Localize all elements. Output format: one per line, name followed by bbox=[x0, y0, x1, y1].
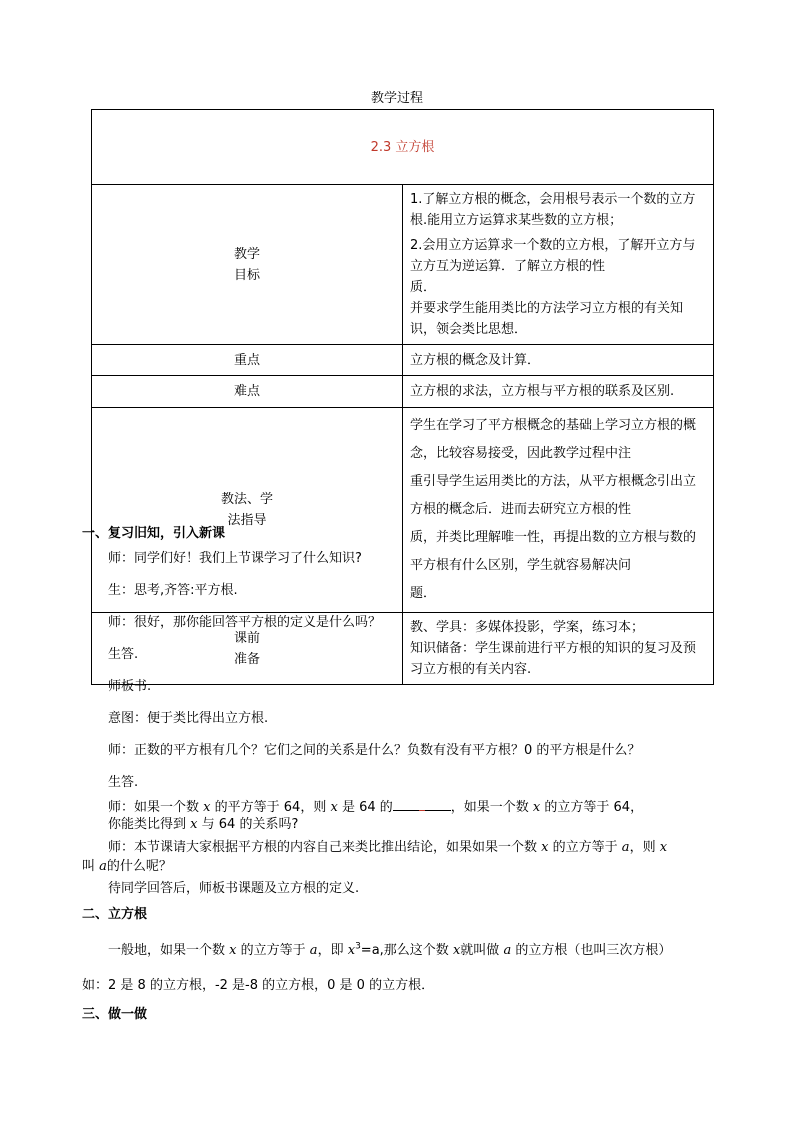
exponent: 3 bbox=[355, 941, 361, 952]
text-span: 你能类比得到 bbox=[108, 817, 187, 832]
table-row bbox=[92, 110, 714, 185]
content-line: 质，并类比理解唯一性，再提出数的立方根与数的平方根有什么区别，学生就容易解决问 bbox=[410, 530, 697, 573]
variable-x: x bbox=[659, 840, 668, 855]
label-line: 目标 bbox=[233, 267, 260, 283]
variable-x: x bbox=[330, 800, 338, 815]
lesson-plan-table bbox=[91, 109, 714, 685]
variable-a: a bbox=[309, 943, 318, 958]
text-span: 师：如果一个数 bbox=[108, 800, 200, 815]
example-line: 如：2 是 8 的立方根，-2 是-8 的立方根，0 是 0 的立方根． bbox=[82, 978, 435, 993]
label-line: 课前 bbox=[233, 630, 260, 646]
variable-a: a bbox=[99, 859, 107, 874]
content-line: 2.会用立方运算求一个数的立方根，了解开立方与立方互为逆运算．了解立方根的性 bbox=[410, 238, 696, 274]
content-line: 并要求学生能用类比的方法学习立方根的有关知识，领会类比思想． bbox=[410, 301, 684, 337]
definition-line bbox=[108, 939, 671, 958]
lesson-title: 2.3 立方根 bbox=[92, 110, 714, 185]
row-label-objectives bbox=[92, 185, 403, 345]
label-line: 准备 bbox=[233, 651, 260, 667]
text-span: 的立方等于 64， bbox=[544, 800, 644, 815]
text-span: 师：本节课请大家根据平方根的内容自己来类比推出结论，如果如果一个数 bbox=[108, 840, 538, 855]
variable-x: x bbox=[541, 840, 549, 855]
table-row bbox=[92, 185, 714, 345]
content-line: 教、学具：多媒体投影，学案，练习本； bbox=[410, 620, 645, 635]
question-line bbox=[108, 813, 298, 832]
section-heading-cube-root: 二、立方根 bbox=[82, 907, 148, 922]
dialogue-line: 生答. bbox=[108, 775, 139, 790]
text-span: 的什么呢？ bbox=[106, 859, 172, 874]
text-span: 的立方根（也叫三次方根） bbox=[515, 943, 672, 958]
row-label-key-point: 重点 bbox=[92, 345, 403, 376]
variable-x: x bbox=[452, 943, 461, 958]
text-span: 叫 bbox=[82, 859, 96, 874]
content-line: 1.了解立方根的概念，会用根号表示一个数的立方根.能用立方运算求某些数的立方根； bbox=[410, 192, 696, 228]
content-line: 知识储备：学生课前进行平方根的知识的复习及预习立方根的有关内容. bbox=[410, 641, 697, 677]
key-point-content: 立方根的概念及计算． bbox=[403, 345, 714, 376]
variable-x: x bbox=[347, 943, 356, 958]
difficulty-content: 立方根的求法，立方根与平方根的联系及区别. bbox=[403, 376, 714, 408]
text-span: ，即 bbox=[317, 943, 344, 958]
dialogue-line: 生：思考,齐答:平方根. bbox=[108, 583, 238, 598]
text-span: 的立方等于 bbox=[240, 943, 306, 958]
content-line: 学生在学习了平方根概念的基础上学习立方根的概念，比较容易接受，因此教学过程中注 bbox=[410, 418, 697, 461]
content-line: 质． bbox=[410, 280, 437, 295]
section-heading-try: 三、做一做 bbox=[82, 1007, 148, 1022]
content-line: 重引导学生运用类比的方法，从平方根概念引出立方根的概念后．进而去研究立方根的性 bbox=[410, 474, 697, 517]
variable-a: a bbox=[621, 840, 630, 855]
dialogue-line: 待同学回答后，师板书课题及立方根的定义. bbox=[108, 881, 360, 896]
variable-x: x bbox=[190, 817, 198, 832]
row-label-difficulty: 难点 bbox=[92, 376, 403, 408]
label-line: 教法、学 bbox=[220, 492, 273, 507]
table-row bbox=[92, 345, 714, 376]
preparation-content bbox=[403, 613, 714, 685]
text-span: 就叫做 bbox=[460, 943, 500, 958]
objectives-content bbox=[403, 185, 714, 345]
dialogue-line: 师板书. bbox=[108, 679, 152, 694]
label-line: 法指导 bbox=[227, 513, 267, 528]
label-line: 教学 bbox=[233, 246, 260, 262]
table-row bbox=[92, 376, 714, 408]
methods-content bbox=[403, 408, 714, 613]
text-span: =a, bbox=[360, 943, 384, 958]
dialogue-line: 师：正数的平方根有几个？它们之间的关系是什么？负数有没有平方根？0 的平方根是什么？ bbox=[108, 743, 641, 758]
answer-blank bbox=[393, 798, 451, 811]
text-span: ，如果一个数 bbox=[450, 800, 529, 815]
text-span: 那么这个数 bbox=[383, 943, 449, 958]
dialogue-line: 师：很好，那你能回答平方根的定义是什么吗？ bbox=[108, 615, 382, 630]
text-span: 的平方等于 64，则 bbox=[214, 800, 327, 815]
intent-line: 意图：便于类比得出立方根. bbox=[108, 711, 269, 726]
text-span: 一般地，如果一个数 bbox=[108, 943, 226, 958]
dialogue-line: 师：同学们好！我们上节课学习了什么知识? bbox=[108, 551, 362, 566]
content-line: 题． bbox=[410, 586, 437, 601]
process-title: 教学过程 bbox=[370, 91, 423, 106]
question-line bbox=[108, 836, 667, 855]
variable-a: a bbox=[503, 943, 512, 958]
text-span: ，则 bbox=[629, 840, 656, 855]
variable-x: x bbox=[229, 943, 237, 958]
text-span: 是 64 的 bbox=[341, 800, 393, 815]
variable-x: x bbox=[532, 800, 541, 815]
text-span: 的立方等于 bbox=[552, 840, 618, 855]
dialogue-line: 生答. bbox=[108, 647, 139, 662]
section-heading-review: 一、复习旧知，引入新课 bbox=[82, 526, 226, 541]
text-span: 与 64 的关系吗? bbox=[201, 817, 299, 832]
question-line bbox=[82, 855, 172, 874]
variable-x: x bbox=[203, 800, 211, 815]
